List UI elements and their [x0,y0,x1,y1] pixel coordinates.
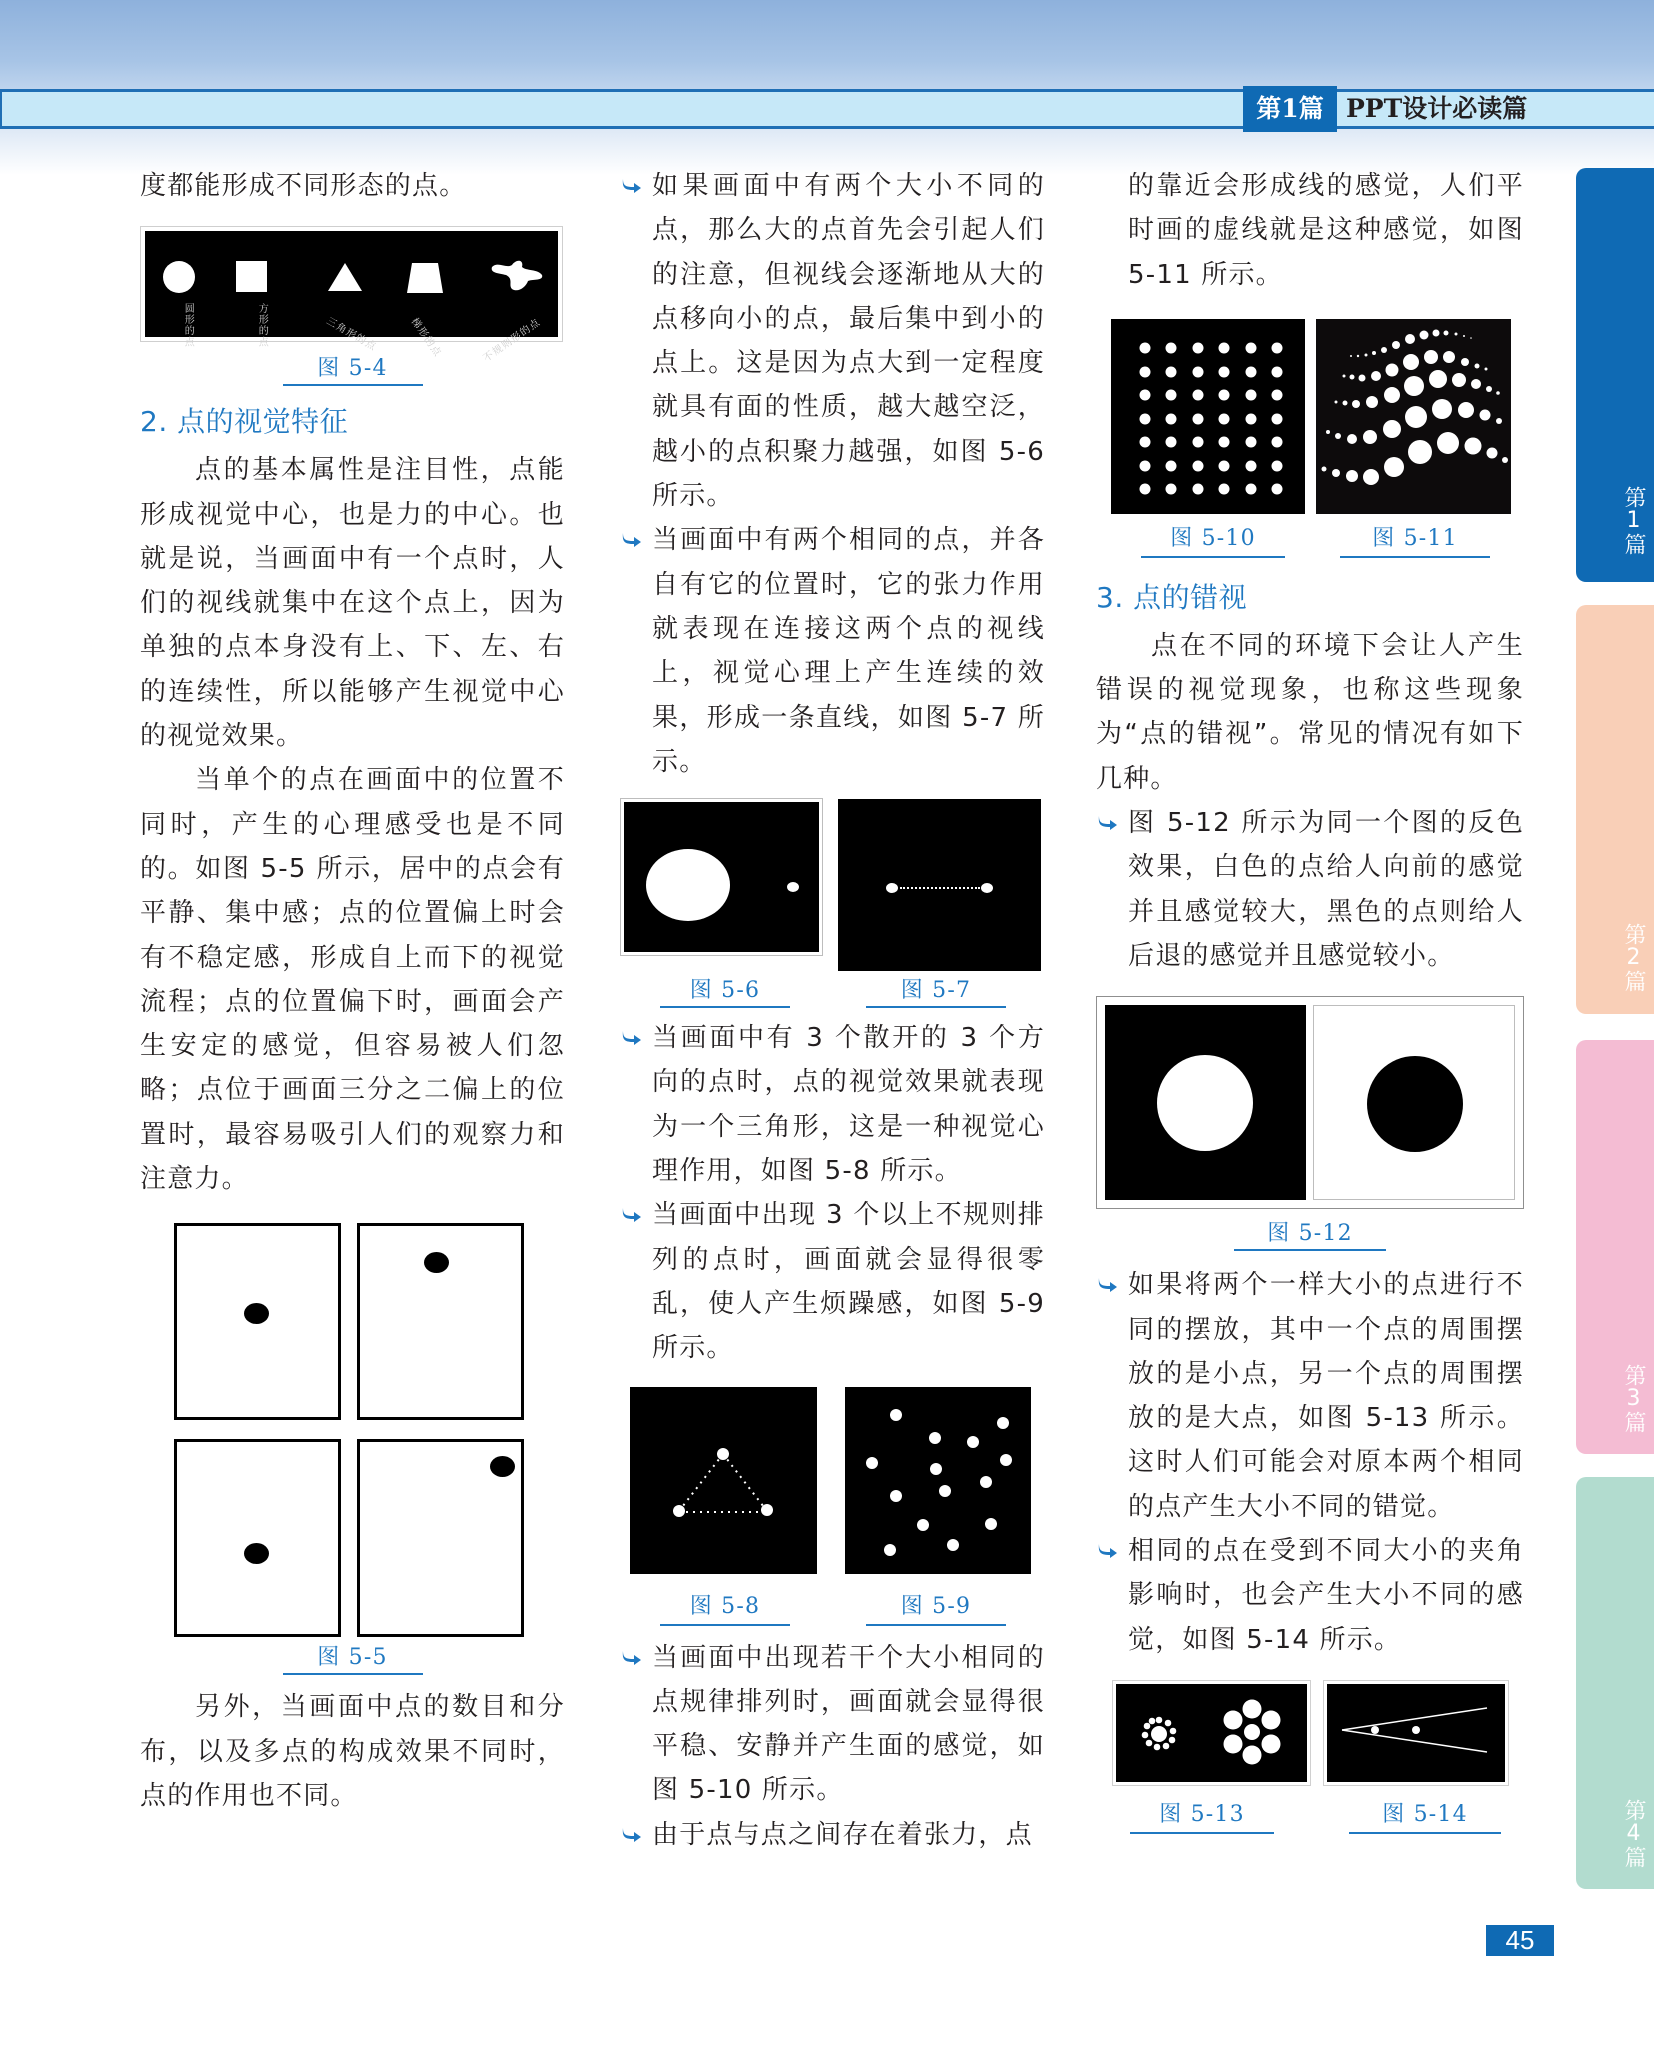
shape-label: 圆形的点 [182,303,194,349]
caption-underline [866,1624,1006,1626]
paragraph: 点在不同的环境下会让人产生错误的视觉现象，也称这些现象为“点的错视”。常见的情况有如下几种。 [1096,630,1524,794]
bullet-text: 由于点与点之间存在着张力，点 [652,1819,1033,1850]
figure-5-4-caption: 图 5-4 [317,356,388,382]
bullet-text: 当画面中出现若干个大小相同的点规律排列时，画面就会显得很平稳、安静并产生面的感觉，如图 5-10 所示。 [652,1642,1045,1806]
ebbinghaus-illusion-diagram [1116,1684,1307,1782]
figure-row-5-13-5-14 [1096,1680,1524,1786]
caption-underline [1340,556,1490,558]
figure-5-6-caption: 图 5-6 [689,978,761,1004]
dot [981,883,993,893]
side-tab-label: 第4篇 [1621,1799,1646,1868]
black-dot [1367,1056,1463,1152]
frame-upper-right-dot [357,1439,524,1637]
bullet-text: 当画面中出现 3 个以上不规则排列的点时，画面就会显得很零乱，使人产生烦躁感，如图 5-9 所示。 [652,1200,1045,1364]
circle-point-shape [163,261,195,293]
section-heading-visual-features: 2. 点的视觉特征 [140,405,349,439]
bullet-item [620,1016,1045,1193]
hook-arrow-bullet-icon [620,1028,644,1046]
figure-5-6-image [624,802,819,952]
figure-5-9-caption: 图 5-9 [900,1593,972,1619]
side-tab-label: 第1篇 [1621,486,1646,555]
bullet-text: 如果画面中有两个大小不同的点，那么大的点首先会引起人们的注意，但视线会逐渐地从大的点移向小的点，最后集中到小的点上。这是因为点大到一定程度就具有面的性质，越大越空泛，越小的点积聚力越强，如图 5-6 所示。 [652,171,1045,512]
figure-5-12 [1096,996,1524,1209]
side-tab-part-4[interactable] [1576,1477,1654,1889]
triangle-point-shape [328,263,362,291]
square-point-shape [236,261,267,292]
header-book-title: PPT设计必读篇 [1346,94,1528,123]
side-tab-part-3[interactable] [1576,1040,1654,1454]
figure-5-12-black-panel [1105,1005,1306,1200]
figure-5-5 [140,1223,565,1641]
dot [244,1543,269,1564]
frame-bottom-dot [174,1439,341,1637]
grid-dots-diagram [1111,319,1305,514]
trapezoid-point-shape [407,263,443,293]
figure-5-8-caption: 图 5-8 [689,1593,761,1619]
dotted-connector-line [900,887,980,889]
figure-5-14-caption: 图 5-14 [1382,1801,1468,1827]
caption-underline [1130,1832,1274,1834]
hook-arrow-bullet-icon [620,176,644,194]
large-dot [646,849,730,921]
paragraph: 当单个的点在画面中的位置不同时，产生的心理感受也是不同的。如图 5-5 所示，居中的点会有平静、集中感；点的位置偏上时会有不稳定感，形成自上而下的视觉流程；点的位置偏下时，画面会产生安定的感觉，但容易被人们忽略；点位于画面三分之二偏上的位置时，最容易吸引人们的观察力和注意力。 [140,765,565,1195]
bullet-text: 图 5-12 所示为同一个图的反色效果，白色的点给人向前的感觉并且感觉较大，黑色的点则给人后退的感觉并且感觉较小。 [1128,808,1524,971]
middle-column [620,164,1045,1857]
hook-arrow-bullet-icon [620,1205,644,1223]
dot [424,1252,449,1273]
shape-label: 不规则形的点 [481,317,543,365]
white-dot [1157,1055,1253,1151]
figure-row-5-8-5-9 [620,1387,1045,1574]
paragraph: 点的基本属性是注目性，点能形成视觉中心，也是力的中心。也就是说，当画面中有一个点时，人们的视线就集中在这个点上，因为单独的点本身没有上、下、左、右的连续性，所以能够产生视觉中心的视觉效果。 [140,455,565,752]
caption-row [620,956,1045,1008]
caption-row [1096,514,1524,566]
caption-row [620,1574,1045,1626]
figure-5-8 [630,1387,817,1574]
figure-row-5-10-5-11 [1096,319,1524,514]
caption-underline [866,1006,1006,1008]
caption-underline [1349,1832,1501,1834]
bullet-item [620,164,1045,518]
shape-label: 三角形的点 [324,316,379,354]
left-column [140,164,565,1818]
hook-arrow-bullet-icon [620,530,644,548]
angle-illusion-diagram [1327,1684,1505,1782]
caption-underline [283,384,423,386]
figure-5-9 [845,1387,1031,1574]
paragraph: 另外，当画面中点的数目和分布，以及多点的构成效果不同时，点的作用也不同。 [140,1692,565,1811]
figure-5-12-white-panel [1313,1005,1515,1200]
bullet-item [1096,1529,1524,1662]
caption-row [1096,1786,1524,1838]
bullet-text: 如果将两个一样大小的点进行不同的摆放，其中一个点的周围摆放的是小点，另一个点的周围摆放的是大点，如图 5-13 所示。这时人们可能会对原本两个相同的点产生大小不同的错觉。 [1128,1270,1524,1522]
bullet-continuation: 的靠近会形成线的感觉，人们平时画的虚线就是这种感觉，如图 5-11 所示。 [1128,171,1524,290]
bullet-item [1096,801,1524,978]
figure-5-10 [1111,319,1305,514]
caption-underline [1141,556,1285,558]
figure-5-14-image [1327,1684,1505,1782]
hook-arrow-bullet-icon [620,1648,644,1666]
figure-5-12-caption: 图 5-12 [1267,1221,1353,1247]
bullet-item [1096,1263,1524,1529]
dotted-triangle-diagram [630,1387,817,1574]
figure-5-13 [1112,1680,1311,1786]
right-column [1096,164,1524,1838]
section-heading-optical-illusion: 3. 点的错视 [1096,580,1248,614]
side-tab-label: 第3篇 [1621,1364,1646,1433]
figure-5-14 [1323,1680,1509,1786]
side-tab-part-2[interactable] [1576,605,1654,1014]
figure-5-11 [1316,319,1511,514]
scattered-dots-diagram [845,1387,1031,1574]
caption-underline [660,1006,790,1008]
page-number: 45 [1486,1925,1554,1956]
figure-row-5-6-5-7 [620,798,1045,956]
frame-top-dot [357,1223,524,1420]
bullet-item [620,1193,1045,1370]
wavy-dot-lines-diagram [1316,319,1511,514]
figure-5-13-caption: 图 5-13 [1159,1801,1245,1827]
header-part-label: 第1篇 [1243,86,1337,132]
frame-center-dot [174,1223,341,1420]
bullet-text: 相同的点在受到不同大小的夹角影响时，也会产生大小不同的感觉，如图 5-14 所示。 [1128,1536,1524,1655]
dot [886,883,898,893]
bullet-text: 当画面中有两个相同的点，并各自有它的位置时，它的张力作用就表现在连接这两个点的视线上，视觉心理上产生连续的效果，形成一条直线，如图 5-7 所示。 [652,525,1045,777]
figure-5-4-image [145,231,558,365]
shape-label: 方形的点 [256,303,268,349]
figure-5-7-caption: 图 5-7 [900,978,972,1004]
irregular-point-shape [490,259,546,295]
dot [244,1303,269,1324]
hook-arrow-bullet-icon [1096,1541,1120,1559]
figure-5-13-image [1116,1684,1307,1782]
intro-tail-text: 度都能形成不同形态的点。 [140,171,467,201]
bullet-item [620,518,1045,784]
figure-5-11-caption: 图 5-11 [1372,525,1458,551]
bullet-item [620,1636,1045,1813]
hook-arrow-bullet-icon [620,1825,644,1843]
figure-5-10-caption: 图 5-10 [1170,525,1256,551]
caption-underline [660,1624,790,1626]
hook-arrow-bullet-icon [1096,1275,1120,1293]
small-dot [787,882,799,892]
bullet-text: 当画面中有 3 个散开的 3 个方向的点时，点的视觉效果就表现为一个三角形，这是一种视觉心理作用，如图 5-8 所示。 [652,1023,1045,1187]
caption-underline [283,1673,423,1675]
caption-underline [1234,1249,1386,1251]
side-tab-part-1[interactable] [1576,168,1654,582]
figure-5-4 [140,226,563,365]
side-tab-label: 第2篇 [1621,923,1646,992]
bullet-item [620,1813,1045,1857]
dot [490,1456,515,1477]
figure-5-5-caption: 图 5-5 [317,1645,388,1671]
figure-5-6 [620,798,823,956]
figure-5-7 [838,799,1041,971]
shape-label: 梯形的点 [408,316,444,360]
hook-arrow-bullet-icon [1096,813,1120,831]
